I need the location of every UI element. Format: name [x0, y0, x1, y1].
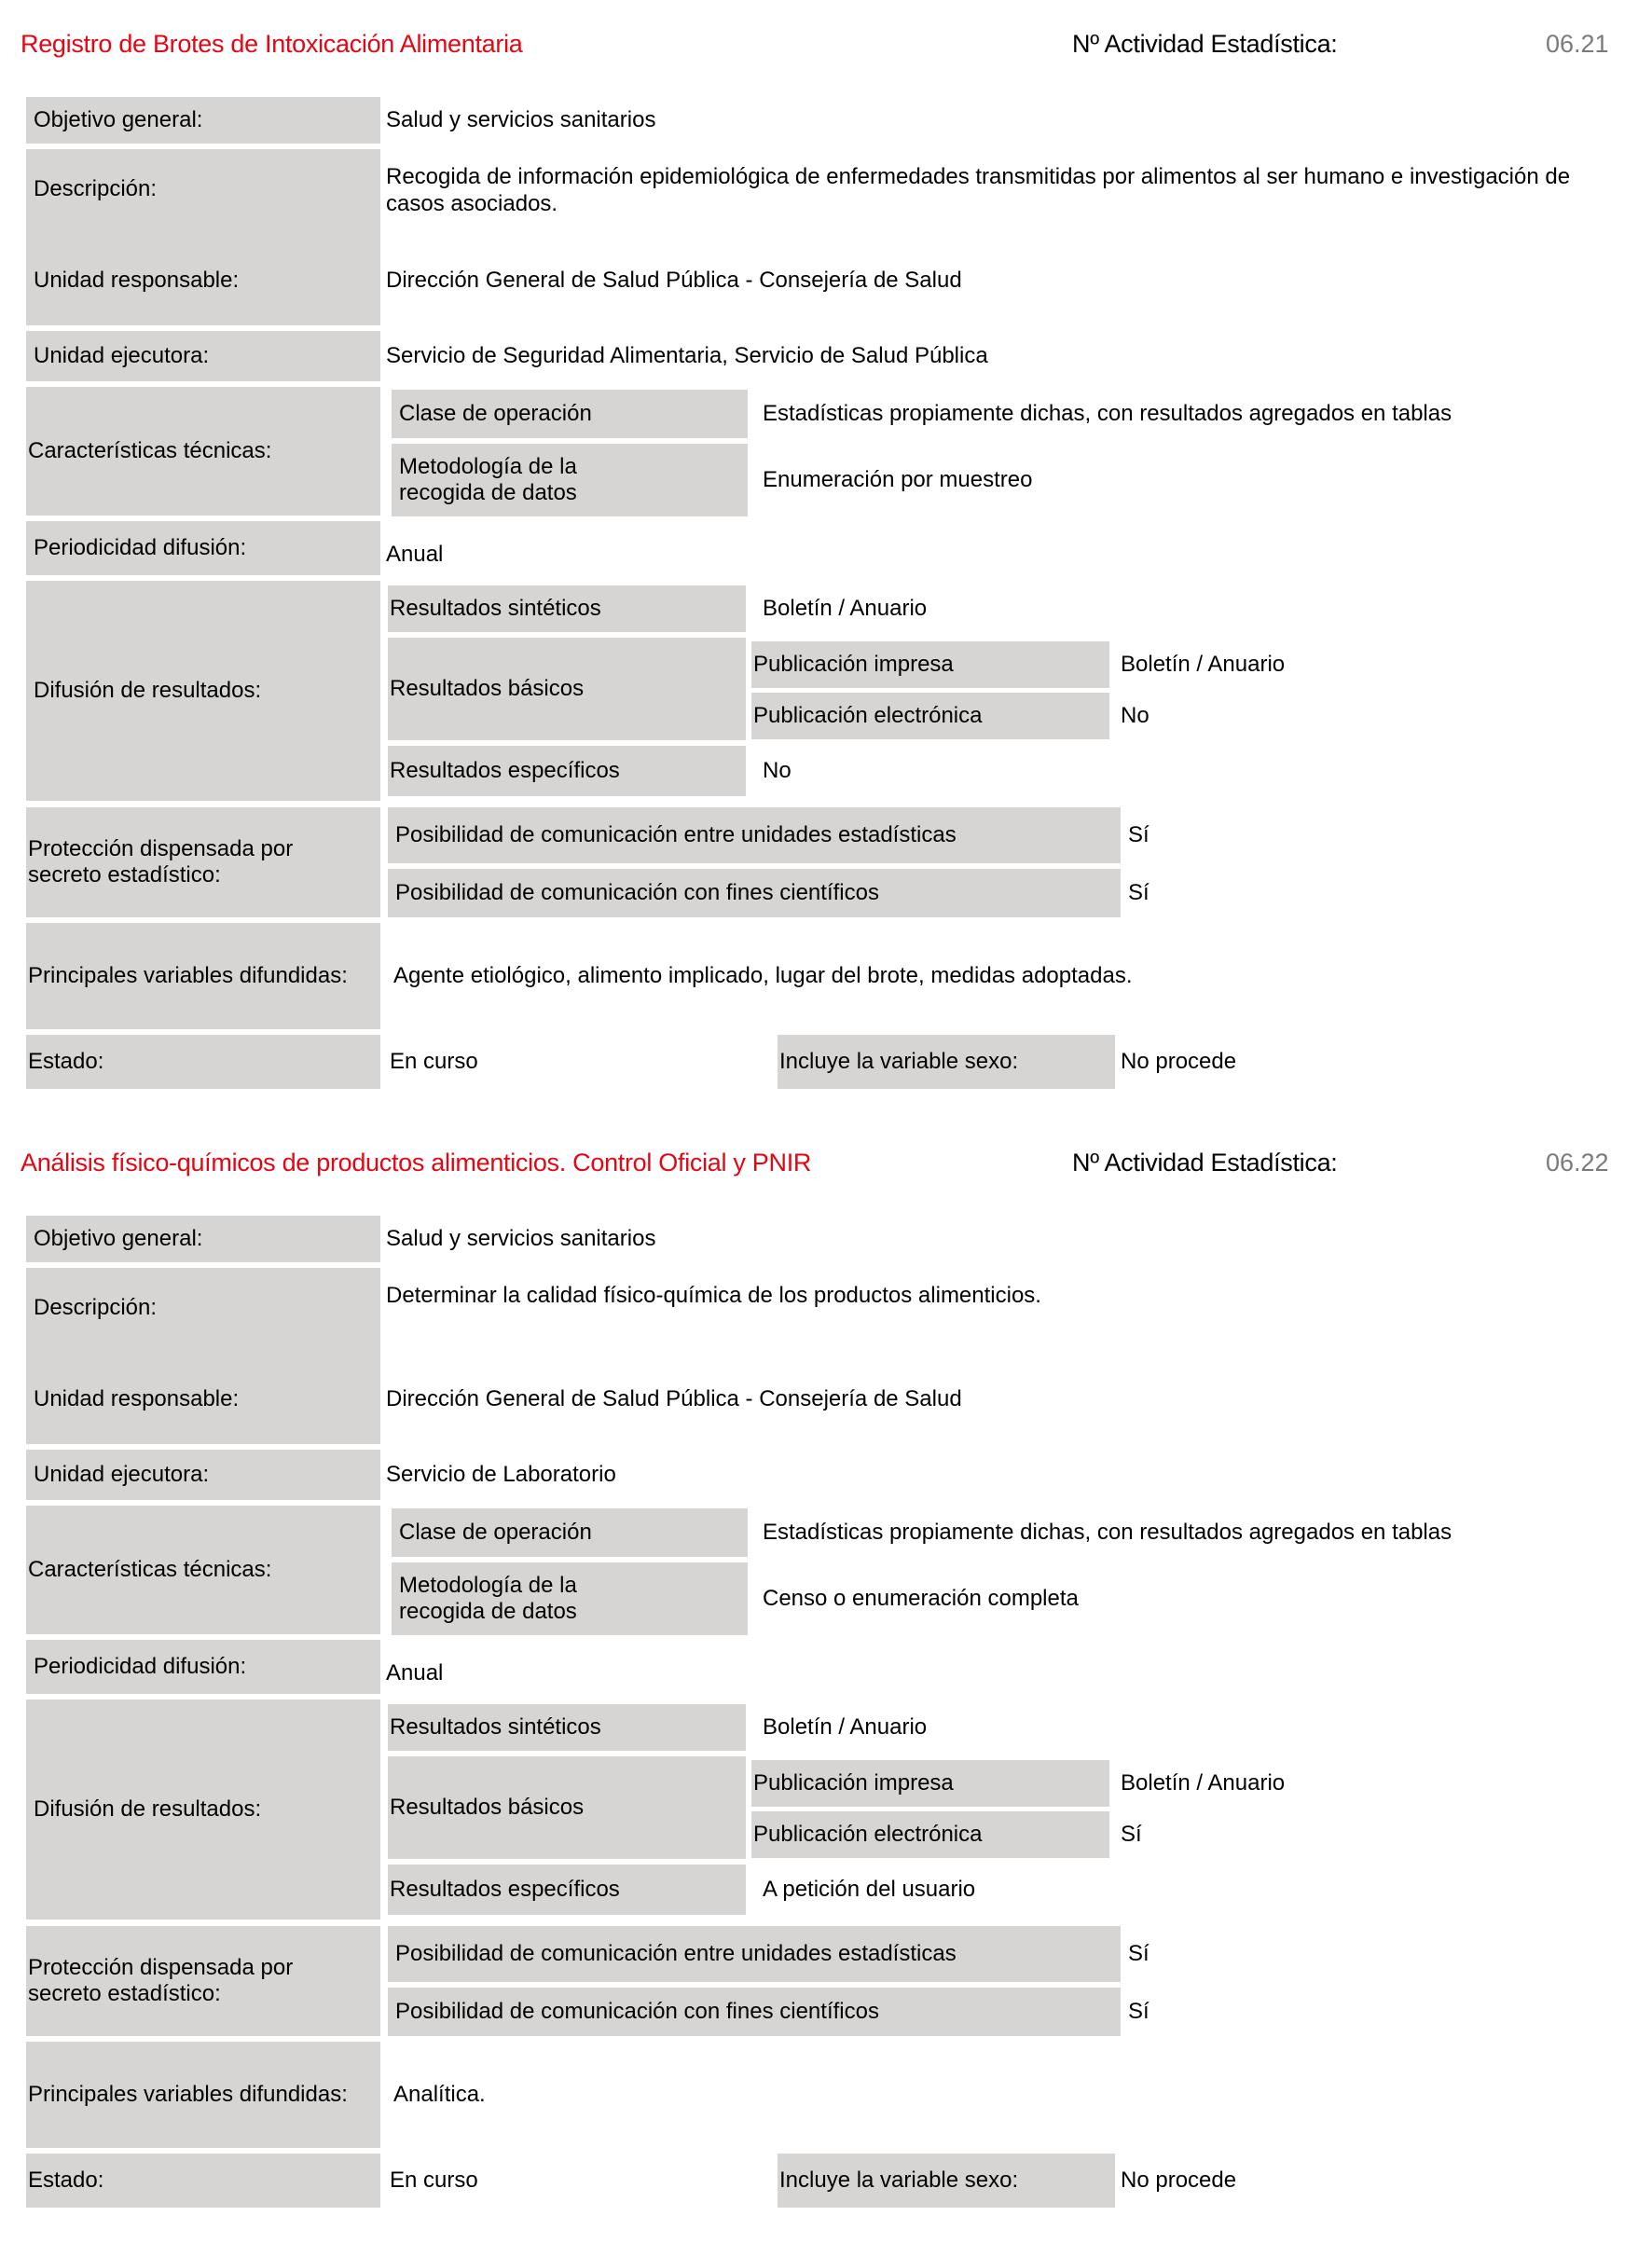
estado-label: Estado: — [26, 1035, 380, 1089]
proteccion-label — [26, 807, 380, 917]
variables-label: Principales variables difundidas: — [26, 923, 380, 1029]
activity-number-label: Nº Actividad Estadística: — [1072, 1149, 1338, 1177]
resultados-especificos-value: No — [763, 757, 792, 783]
activity-title: Registro de Brotes de Intoxicación Alimentaria — [21, 30, 523, 58]
comunicacion-fines-cientificos-label: Posibilidad de comunicación con fines científicos — [388, 869, 1121, 917]
unidad-ejecutora-value: Servicio de Laboratorio — [386, 1461, 616, 1487]
incluye-sexo-value: No procede — [1121, 2167, 1237, 2193]
activity-number-label: Nº Actividad Estadística: — [1072, 30, 1338, 58]
incluye-sexo-label: Incluye la variable sexo: — [778, 2154, 1115, 2208]
estado-value: En curso — [390, 2167, 478, 2193]
comunicacion-entre-unidades-label: Posibilidad de comunicación entre unidades estadísticas — [388, 1926, 1121, 1982]
metodologia-value: Enumeración por muestreo — [763, 466, 1033, 492]
periodicidad-value: Anual — [386, 1659, 444, 1686]
comunicacion-fines-cientificos-label: Posibilidad de comunicación con fines científicos — [388, 1988, 1121, 2036]
statistical-activity-record — [0, 0, 1652, 1119]
incluye-sexo-value: No procede — [1121, 1048, 1237, 1074]
periodicidad-label: Periodicidad difusión: — [26, 1640, 380, 1694]
publicacion-electronica-label: Publicación electrónica — [751, 693, 1109, 739]
publicacion-impresa-value: Boletín / Anuario — [1121, 651, 1286, 677]
clase-operacion-value: Estadísticas propiamente dichas, con resultados agregados en tablas — [763, 400, 1452, 426]
publicacion-electronica-label: Publicación electrónica — [751, 1811, 1109, 1858]
proteccion-label-text: Protección dispensada por secreto estadístico: — [28, 1955, 294, 2006]
metodologia-label: Metodología de la recogida de datos — [392, 1562, 748, 1635]
comunicacion-entre-unidades-value: Sí — [1128, 1940, 1150, 1966]
unidad-ejecutora-label: Unidad ejecutora: — [26, 331, 380, 381]
publicacion-electronica-value: No — [1121, 702, 1150, 728]
comunicacion-entre-unidades-value: Sí — [1128, 821, 1150, 847]
statistical-activity-record — [0, 1119, 1652, 2237]
activity-title: Análisis físico-químicos de productos alimenticios. Control Oficial y PNIR — [21, 1149, 812, 1177]
resultados-especificos-value: A petición del usuario — [763, 1876, 976, 1902]
estado-label: Estado: — [26, 2154, 380, 2208]
proteccion-label — [26, 1926, 380, 2036]
resultados-sinteticos-value: Boletín / Anuario — [763, 595, 928, 621]
variables-label: Principales variables difundidas: — [26, 2042, 380, 2148]
objetivo-value: Salud y servicios sanitarios — [386, 1225, 656, 1251]
descripcion-value: Recogida de información epidemiológica de enfermedades transmitidas por alimentos al ser humano e investigación de casos asociados. — [386, 164, 1571, 216]
objetivo-value: Salud y servicios sanitarios — [386, 106, 656, 132]
resultados-especificos-label: Resultados específicos — [388, 746, 746, 796]
resultados-sinteticos-value: Boletín / Anuario — [763, 1713, 928, 1740]
publicacion-electronica-value: Sí — [1121, 1821, 1142, 1847]
activity-number: 06.22 — [1546, 1149, 1609, 1177]
unidad-ejecutora-value: Servicio de Seguridad Alimentaria, Servicio de Salud Pública — [386, 342, 988, 368]
periodicidad-label: Periodicidad difusión: — [26, 521, 380, 575]
estado-value: En curso — [390, 1048, 478, 1074]
unidad-responsable-label: Unidad responsable: — [34, 1386, 240, 1412]
difusion-label: Difusión de resultados: — [26, 1700, 380, 1920]
resultados-basicos-label: Resultados básicos — [388, 1756, 746, 1859]
unidad-ejecutora-label: Unidad ejecutora: — [26, 1450, 380, 1500]
descripcion-label: Descripción: — [34, 1295, 158, 1321]
objetivo-label: Objetivo general: — [26, 97, 380, 144]
unidad-responsable-label: Unidad responsable: — [34, 268, 240, 294]
publicacion-impresa-label: Publicación impresa — [751, 641, 1109, 688]
descripcion-label: Descripción: — [34, 176, 158, 202]
variables-value: Agente etiológico, alimento implicado, lugar del brote, medidas adoptadas. — [393, 962, 1133, 988]
resultados-sinteticos-label: Resultados sintéticos — [388, 585, 746, 632]
activity-number: 06.21 — [1546, 30, 1609, 58]
proteccion-label-text: Protección dispensada por secreto estadístico: — [28, 836, 294, 888]
comunicacion-entre-unidades-label: Posibilidad de comunicación entre unidades estadísticas — [388, 807, 1121, 863]
clase-operacion-value: Estadísticas propiamente dichas, con resultados agregados en tablas — [763, 1519, 1452, 1545]
objetivo-label: Objetivo general: — [26, 1216, 380, 1262]
metodologia-label: Metodología de la recogida de datos — [392, 444, 748, 516]
resultados-basicos-label: Resultados básicos — [388, 638, 746, 740]
metodologia-value: Censo o enumeración completa — [763, 1585, 1079, 1611]
difusion-label: Difusión de resultados: — [26, 581, 380, 801]
comunicacion-fines-cientificos-value: Sí — [1128, 1998, 1150, 2024]
clase-operacion-label: Clase de operación — [392, 1508, 748, 1557]
periodicidad-value: Anual — [386, 541, 444, 567]
variables-value: Analítica. — [393, 2081, 486, 2107]
caracteristicas-label: Características técnicas: — [26, 1506, 380, 1634]
incluye-sexo-label: Incluye la variable sexo: — [778, 1035, 1115, 1089]
descripcion-value: Determinar la calidad físico-química de los productos alimenticios. — [386, 1283, 1041, 1308]
unidad-responsable-value: Dirección General de Salud Pública - Consejería de Salud — [386, 1385, 962, 1411]
unidad-responsable-value: Dirección General de Salud Pública - Consejería de Salud — [386, 267, 962, 293]
resultados-especificos-label: Resultados específicos — [388, 1865, 746, 1915]
resultados-sinteticos-label: Resultados sintéticos — [388, 1704, 746, 1751]
comunicacion-fines-cientificos-value: Sí — [1128, 879, 1150, 905]
clase-operacion-label: Clase de operación — [392, 390, 748, 438]
caracteristicas-label: Características técnicas: — [26, 387, 380, 516]
publicacion-impresa-label: Publicación impresa — [751, 1760, 1109, 1807]
publicacion-impresa-value: Boletín / Anuario — [1121, 1769, 1286, 1796]
